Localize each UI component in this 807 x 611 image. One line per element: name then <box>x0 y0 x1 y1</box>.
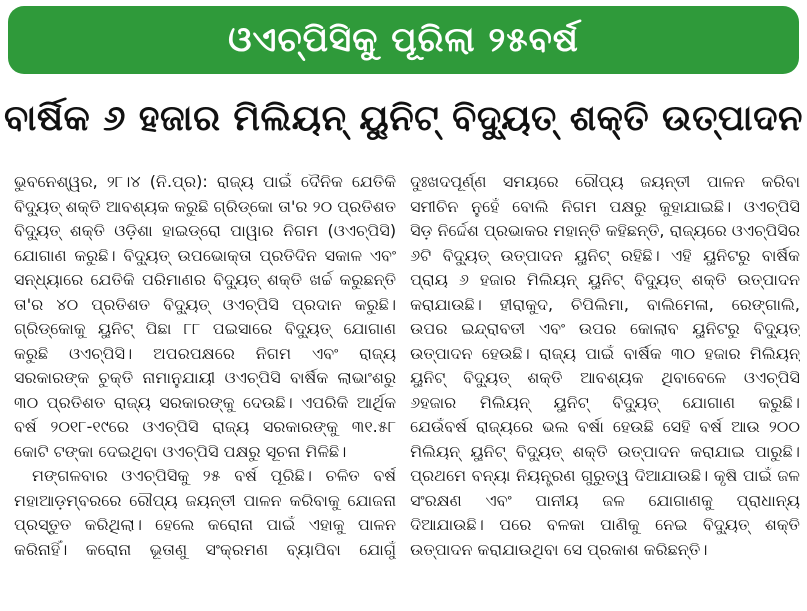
banner-title: ଓଏଚ୍‌ପିସିକୁ ପୂରିଲା ୨୫ବର୍ଷ <box>228 20 579 60</box>
body-line: ପ୍ରଥମେ ବନ୍ୟା ନିୟନ୍ତ୍ରଣ ଗୁରୁତ୍ୱ ଦିଆଯାଉଛି। କୃଷି ପାଇଁ ଜଳ <box>410 466 800 485</box>
right-column <box>410 170 800 610</box>
body-line: ୟୁନିଟ୍ ବିଦ୍ୟୁତ୍ ଶକ୍ତି ଆବଶ୍ୟକ ଥିବାବେଳେ ଓଏଚ୍‌ପିସି <box>410 368 800 387</box>
body-line: ପ୍ରାୟ ୬ ହଜାର ମିଲିୟନ୍ ୟୁନିଟ୍ ବିଦ୍ୟୁତ୍ ଶକ୍ତି ଉତ୍ପାଦନ <box>410 270 800 289</box>
article-body <box>14 170 800 610</box>
body-line: ଦିଆଯାଉଛି। ପରେ ବଳକା ପାଣିକୁ ନେଇ ବିଦ୍ୟୁତ୍ ଶକ୍ତି <box>410 515 800 534</box>
body-line: ବିଦ୍ୟୁତ୍ ଶକ୍ତି ଓଡ଼ିଶା ହାଇଡ୍ରୋ ପାୱାର ନିଗମ (ଓଏଚ୍‌ପିସି) <box>14 221 397 240</box>
body-line: ମହାଆଡ଼ମ୍ବରରେ ରୌପ୍ୟ ଜୟନ୍ତୀ ପାଳନ କରିବାକୁ ଯୋଜନା <box>14 490 397 510</box>
section-banner <box>8 6 799 74</box>
body-line: କରିନାହିଁ। କରୋନା ଭୂତାଣୁ ସଂକ୍ରମଣ ବ୍ୟାପିବା ଯୋଗୁଁ <box>14 539 397 559</box>
body-line: କୋଟି ଟଙ୍କା ଦେଇଥିବା ଓଏଚ୍‌ପିସି ପକ୍ଷରୁ ସୂଚନା ମିଳିଛି। <box>14 441 347 461</box>
body-line: ତା'ର ୪୦ ପ୍ରତିଶତ ବିଦ୍ୟୁତ୍ ଓଏଚ୍‌ପିସି ପ୍ରଦାନ କରୁଛି। <box>14 294 397 314</box>
body-line: ପ୍ରସ୍ତୁତ କରିଥିଲା। ହେଲେ କରୋନା ପାଇଁ ଏହାକୁ ପାଳନ <box>14 515 397 534</box>
body-line: ବିଦ୍ୟୁତ୍ ଶକ୍ତି ଆବଶ୍ୟକ କରୁଛି ଗ୍ରିଡ୍‌କୋ ତା'ର ୨୦ ପ୍ରତିଶତ <box>14 196 397 216</box>
body-line: ୬ଟି ବିଦ୍ୟୁତ୍ ଉତ୍ପାଦନ ୟୁନିଟ୍ ରହିଛି। ଏହି ୟୁନିଟରୁ ବାର୍ଷିକ <box>410 245 800 265</box>
body-line: ଗ୍ରିଡ୍‌କୋକୁ ୟୁନିଟ୍ ପିଛା ୮୮ ପଇସାରେ ବିଦ୍ୟୁତ୍ ଯୋଗାଣ <box>14 319 397 338</box>
body-line: ସନ୍ଧ୍ୟାରେ ଯେତିକି ପରିମାଣର ବିଦ୍ୟୁତ୍ ଶକ୍ତି ଖର୍ଚ୍ଚ କରୁଛନ୍ତି <box>14 270 397 289</box>
left-column <box>14 170 396 610</box>
body-line: ସରକାରଙ୍କ ଚୁକ୍ତି ନାମାନୁଯାୟୀ ଓଏଚ୍‌ପିସି ବାର୍ଷିକ ଲାଭାଂଶରୁ <box>14 368 397 387</box>
headline-title: ବାର୍ଷିକ ୬ ହଜାର ମିଲିୟନ୍ ୟୁନିଟ୍ ବିଦ୍ୟୁତ୍ ଶକ୍ତି ଉତ୍ପାଦନ <box>4 98 803 139</box>
body-line: ସଂରକ୍ଷଣ ଏବଂ ପାନୀୟ ଜଳ ଯୋଗାଣକୁ ପ୍ରାଧାନ୍ୟ <box>410 490 800 510</box>
body-line: ମଙ୍ଗଳବାର ଓଏଚ୍‌ପିସିକୁ ୨୫ ବର୍ଷ ପୂରିଛି। ଚଳିତ ବର୍ଷ <box>32 466 397 485</box>
body-line: ୩୦ ପ୍ରତିଶତ ରାଜ୍ୟ ସରକାରଙ୍କୁ ଦେଉଛି। ଏପରିକି ଆର୍ଥିକ <box>14 392 397 412</box>
body-line: କରାଯାଉଛି। ହୀରାକୁଦ, ଚିପିଲିମା, ବାଲିମେଳା, ରେଙ୍ଗାଲି, <box>410 294 800 314</box>
body-line: ଉପର ଇନ୍ଦ୍ରାବତୀ ଏବଂ ଉପର କୋଲାବ ୟୁନିଟରୁ ବିଦ୍ୟୁତ୍ <box>410 319 800 338</box>
body-line: ଯେଉଁବର୍ଷ ରାଜ୍ୟରେ ଭଲ ବର୍ଷା ହେଉଛି ସେହି ବର୍ଷ ଆଉ ୨୦୦ <box>410 417 800 436</box>
body-line: ମିଲିୟନ୍ ୟୁନିଟ୍ ବିଦ୍ୟୁତ୍ ଶକ୍ତି ଉତ୍ପାଦନ କରାଯାଇ ପାରୁଛି। <box>410 441 800 461</box>
body-line: ୬ହଜାର ମିଲିୟନ୍ ୟୁନିଟ୍ ବିଦ୍ୟୁତ୍ ଯୋଗାଣ କରୁଛି। <box>410 392 800 412</box>
body-line: ସିଡ଼ ନିର୍ଦ୍ଦେଶ ପ୍ରଭାକର ମହାନ୍ତି କହିଛନ୍ତି, ରାଜ୍ୟରେ ଓଏଚ୍‌ପିସିର <box>410 221 800 240</box>
body-line: ଭୁବନେଶ୍ୱର, ୨୮।୪ (ନି.ପ୍ର): ରାଜ୍ୟ ପାଇଁ ଦୈନିକ ଯେତିକି <box>14 172 397 191</box>
body-line: ଦୁଃଖଦପୂର୍ଣ୍ଣ ସମୟରେ ରୌପ୍ୟ ଜୟନ୍ତୀ ପାଳନ କରିବା <box>410 172 800 191</box>
body-line: ଉତ୍ପାଦନ ହେଉଛି। ରାଜ୍ୟ ପାଇଁ ବାର୍ଷିକ ୩୦ ହଜାର ମିଲିୟନ୍ <box>410 343 800 363</box>
article-headline <box>0 84 807 154</box>
body-line: ଯୋଗାଣ କରୁଛି। ବିଦ୍ୟୁତ୍ ଉପଭୋକ୍ତା ପ୍ରତିଦିନ ସକାଳ ଏବଂ <box>14 245 397 265</box>
body-line: ସମୀଚିନ ନୁହେଁ ବୋଲି ନିଗମ ପକ୍ଷରୁ କୁହାଯାଇଛି। ଓଏଚ୍‌ପିସି <box>410 196 800 216</box>
body-line: କରୁଛି ଓଏଚ୍‌ପିସି। ଅପରପକ୍ଷରେ ନିଗମ ଏବଂ ରାଜ୍ୟ <box>14 343 397 363</box>
body-line: ବର୍ଷ ୨୦୧୮-୧୯ରେ ଓଏଚ୍‌ପିସି ରାଜ୍ୟ ସରକାରଙ୍କୁ ୩୧.୫୮ <box>14 417 397 436</box>
body-line: ଉତ୍ପାଦନ କରାଯାଉଥିବା ସେ ପ୍ରକାଶ କରିଛନ୍ତି। <box>410 539 708 559</box>
